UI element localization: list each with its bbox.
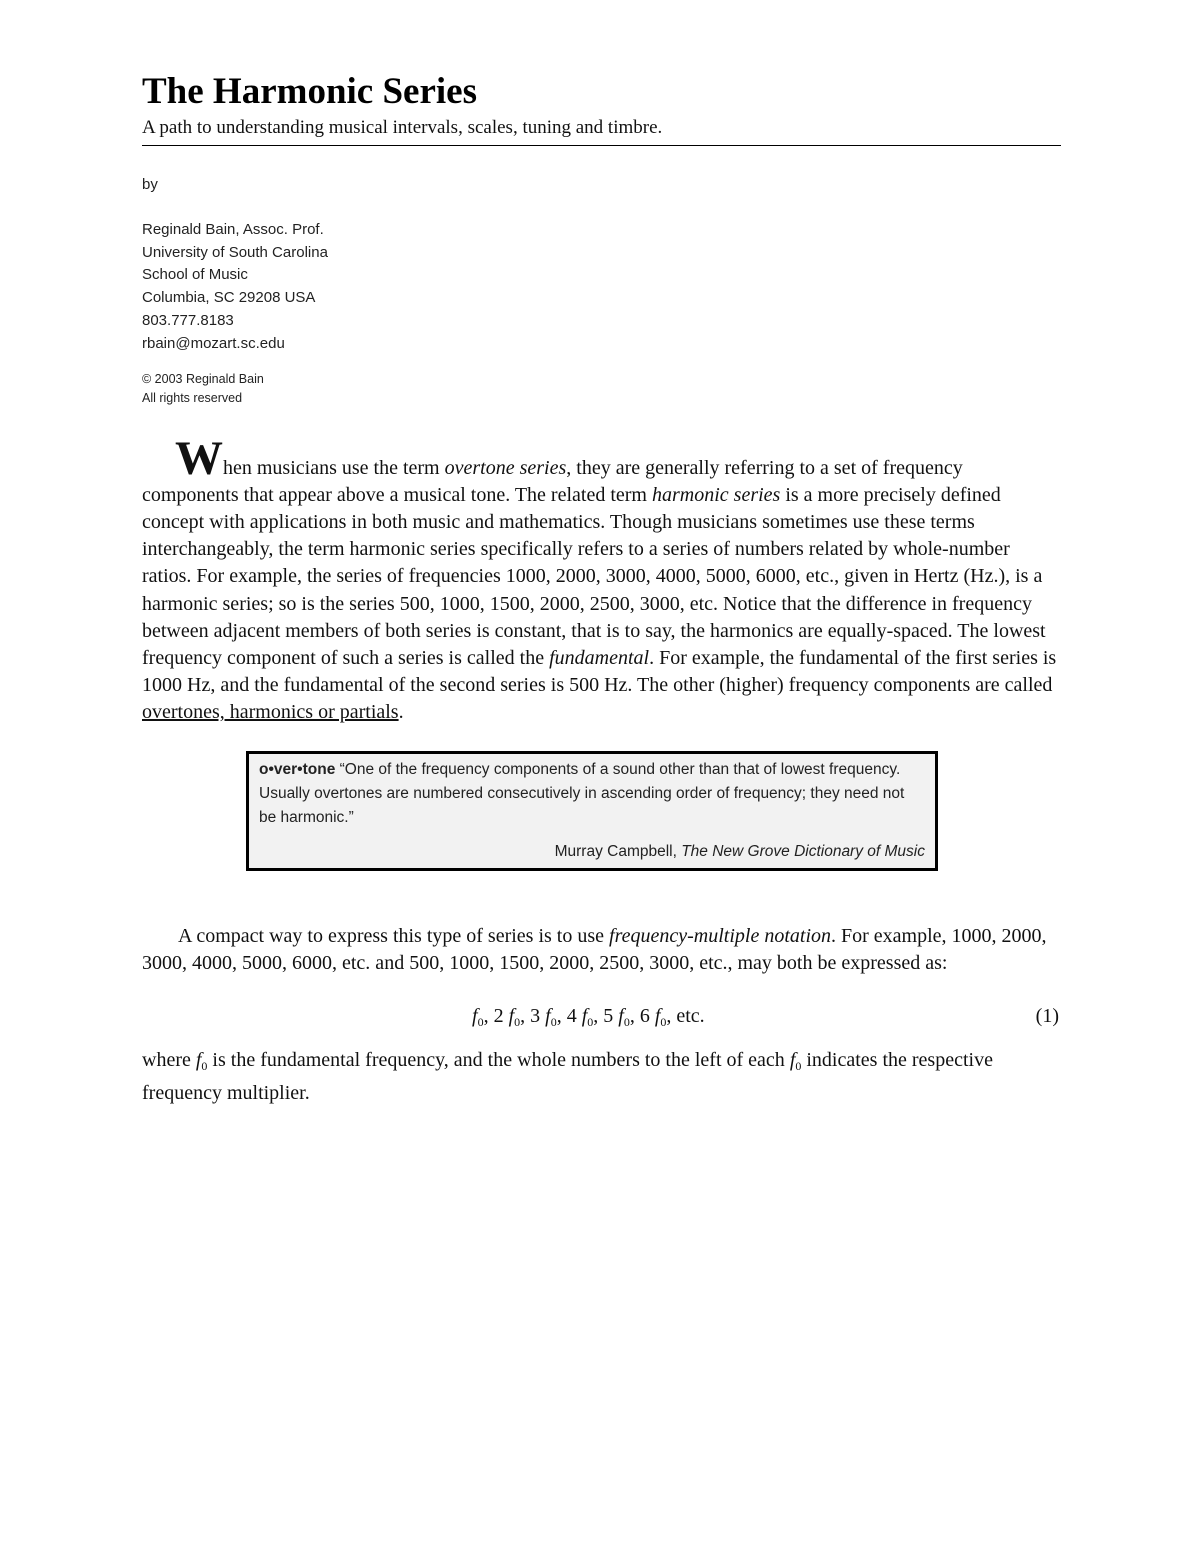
author-city: Columbia, SC 29208 USA (142, 289, 316, 307)
eq-sub: 0 (477, 1015, 484, 1030)
eq-coef-2: , 2 (483, 1005, 509, 1028)
term-frequency-multiple-notation: frequency-multiple notation (609, 924, 832, 947)
para1-text-3: is a more precisely defined concept with applications in both music and mathematics. Though musicians sometimes use these terms interchangeably, the term harmonic series specifically refers to a series of numbers related by whole-number ratios. For example, the series of frequencies 1000, 2000, 3000, 4000, 5000, 6000, etc., given in Hertz (Hz.), is a harmonic series; so is the series 500, 1000, 1500, 2000, 2500, 3000, etc. Notice that the difference in frequency between adjacent members of both series is constant, that is to say, the harmonics are equally-spaced. The lowest frequency component of such a series is called the (142, 483, 1046, 669)
para2-text-2: . For example, 1000, 2000, 3000, 4000, 5000, 6000, etc. and 500, 1000, 1500, 2000, 2500, 3000, etc., may both be expressed as: (142, 924, 1047, 974)
source-title: The New Grove Dictionary of Music (681, 842, 925, 860)
para3-text-1: where (142, 1049, 196, 1072)
eq-sub: 0 (201, 1059, 208, 1074)
term-harmonic-series: harmonic series (652, 483, 781, 506)
term-overtones-harmonics-partials: overtones, harmonics or partials (142, 701, 399, 724)
eq-f: f (195, 1049, 202, 1072)
eq-f: f (472, 1005, 478, 1028)
equation-number: (1) (1035, 1005, 1059, 1028)
eq-coef-5: , 5 (593, 1005, 619, 1028)
para3-text-3: indicates the respective frequency multiplier. (142, 1049, 993, 1105)
eq-sub: 0 (587, 1015, 594, 1030)
author-name: Reginald Bain, Assoc. Prof. (142, 220, 324, 238)
eq-coef-4: , 4 (556, 1005, 582, 1028)
para1-text-5: . (398, 701, 404, 724)
definition-box (246, 751, 938, 871)
definition-body: “One of the frequency components of a sound other than that of lowest frequency. Usually overtones are numbered consecutively in ascending order of frequency; they need not be harmonic.” (259, 760, 905, 826)
eq-f: f (654, 1005, 661, 1028)
by-line: by (142, 176, 158, 193)
equation-1 (142, 997, 1061, 1037)
eq-f: f (545, 1005, 551, 1028)
eq-coef-3: , 3 (520, 1005, 546, 1028)
eq-f: f (581, 1005, 588, 1028)
term-overtone-series: overtone series (444, 456, 567, 479)
para3-text-2: is the fundamental frequency, and the whole numbers to the left of each (207, 1049, 790, 1072)
document-page (142, 70, 1061, 1127)
explanation-paragraph (142, 1047, 1061, 1107)
eq-end: , etc. (666, 1005, 705, 1028)
rights-line: All rights reserved (142, 390, 243, 405)
notation-paragraph (142, 923, 1061, 977)
definition-text (259, 758, 925, 830)
page-subtitle: A path to understanding musical intervals, scales, tuning and timbre. (142, 117, 663, 138)
author-phone: 803.777.8183 (142, 311, 234, 329)
eq-f: f (508, 1005, 515, 1028)
definition-source (259, 840, 925, 864)
author-email: rbain@mozart.sc.edu (142, 334, 285, 352)
copyright-line: © 2003 Reginald Bain (142, 371, 264, 386)
eq-f: f (618, 1005, 624, 1028)
para1-text-4: . For example, the fundamental of the first series is 1000 Hz, and the fundamental of the second series is 500 Hz. The other (higher) frequency components are called (142, 647, 1057, 697)
author-university: University of South Carolina (142, 243, 328, 261)
source-author: Murray Campbell, (554, 842, 682, 860)
eq-sub: 0 (514, 1015, 521, 1030)
para1-text-2: , they are generally referring to a set of frequency components that appear above a musical tone. The related term (142, 456, 963, 506)
eq-sub: 0 (623, 1015, 630, 1030)
copyright-block (142, 370, 1061, 408)
eq-f: f (789, 1049, 796, 1072)
author-school: School of Music (142, 266, 248, 284)
drop-cap: W (175, 431, 223, 485)
para2-text-1: A compact way to express this type of series is to use (178, 924, 610, 947)
eq-sub: 0 (795, 1059, 802, 1074)
eq-sub: 0 (660, 1015, 667, 1030)
author-block (142, 219, 1061, 356)
eq-sub: 0 (550, 1015, 557, 1030)
eq-coef-6: , 6 (629, 1005, 655, 1028)
page-title: The Harmonic Series (142, 71, 478, 112)
title-rule (142, 145, 1061, 146)
equation-formula (472, 1005, 705, 1030)
definition-term: o•ver•tone (259, 760, 336, 778)
term-fundamental: fundamental (549, 647, 650, 669)
intro-paragraph (142, 431, 1061, 727)
para1-text-1: hen musicians use the term (223, 456, 445, 479)
